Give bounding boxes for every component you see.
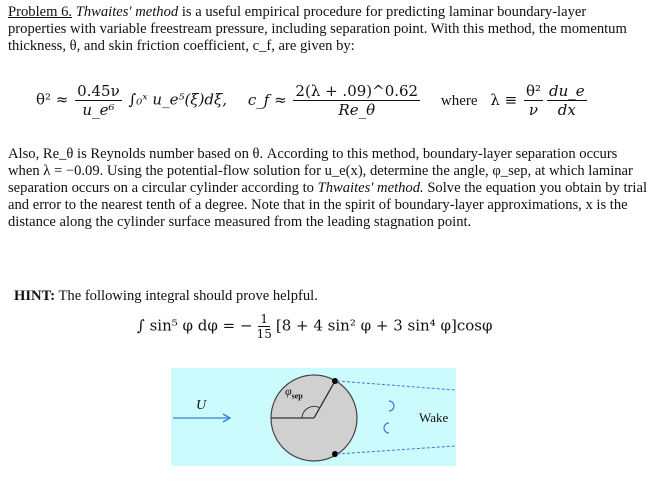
integral-term: ∫₀ˣ u_e⁵(ξ)dξ, <box>128 90 228 109</box>
velocity-label: U <box>196 398 207 413</box>
body-text-2: Solve the equation you obtain by trial and error to the nearest tenth of a degree. Note that in the spirit of boundary-layer approximations, x is the distance along the cylinder surface measured from the leading stagnation point. <box>8 180 647 230</box>
method-name: Thwaites' method <box>75 4 179 20</box>
body-method-name: Thwaites' method. <box>317 180 424 196</box>
cf-lhs: c_f ≈ <box>247 90 287 109</box>
vortex-icon <box>384 423 389 433</box>
hint <box>14 288 654 305</box>
theta-lhs: θ² ≈ <box>36 90 69 109</box>
lambda-den2: dx <box>557 101 576 119</box>
theta-numerator: 0.45ν <box>77 82 120 100</box>
problem-label: Problem 6. <box>8 4 73 20</box>
phi-symbol: φ <box>285 384 292 398</box>
phi-sep-label <box>285 384 303 400</box>
cf-denominator: Re_θ <box>338 101 376 119</box>
thwaites-equations <box>36 82 589 119</box>
hint-den: 15 <box>256 327 272 341</box>
hint-label: HINT: <box>14 288 56 304</box>
hint-num: 1 <box>260 312 269 326</box>
phi-subscript: sep <box>291 391 303 401</box>
lambda-num2: du_e <box>549 82 585 100</box>
lambda-den1: ν <box>528 101 539 119</box>
hint-lhs: ∫ sin⁵ φ dφ = − <box>137 316 253 335</box>
cylinder-figure <box>171 368 456 466</box>
theta-denominator: u_e⁶ <box>82 101 115 119</box>
hint-text: The following integral should prove helpful. <box>55 288 318 304</box>
body-text-1: Also, Re_θ is Reynolds number based on θ. According to this method, boundary-layer separation occurs when λ = −0.09. Using the potential-flow solution for u_e(x), determine the angle, φ_sep, at which laminar separation occurs on a circular cylinder according to <box>8 146 633 196</box>
cf-numerator: 2(λ + .09)^0.62 <box>295 82 419 100</box>
lambda-lhs: λ ≡ <box>490 90 518 109</box>
lambda-num1: θ² <box>525 82 541 100</box>
cylinder-diagram <box>171 368 456 466</box>
where-label: where <box>440 92 478 109</box>
wake-label: Wake <box>419 410 449 425</box>
hint-integral <box>137 312 492 341</box>
problem-body <box>8 146 648 231</box>
hint-rhs: [8 + 4 sin² φ + 3 sin⁴ φ]cosφ <box>275 316 493 335</box>
intro-text: is a useful empirical procedure for predicting laminar boundary-layer properties with variable freestream pressure, including separation point. With this method, the momentum thickness, θ, and skin friction coefficient, c_f, are given by: <box>8 4 627 54</box>
vortex-icon <box>389 401 394 411</box>
problem-intro <box>8 4 648 55</box>
